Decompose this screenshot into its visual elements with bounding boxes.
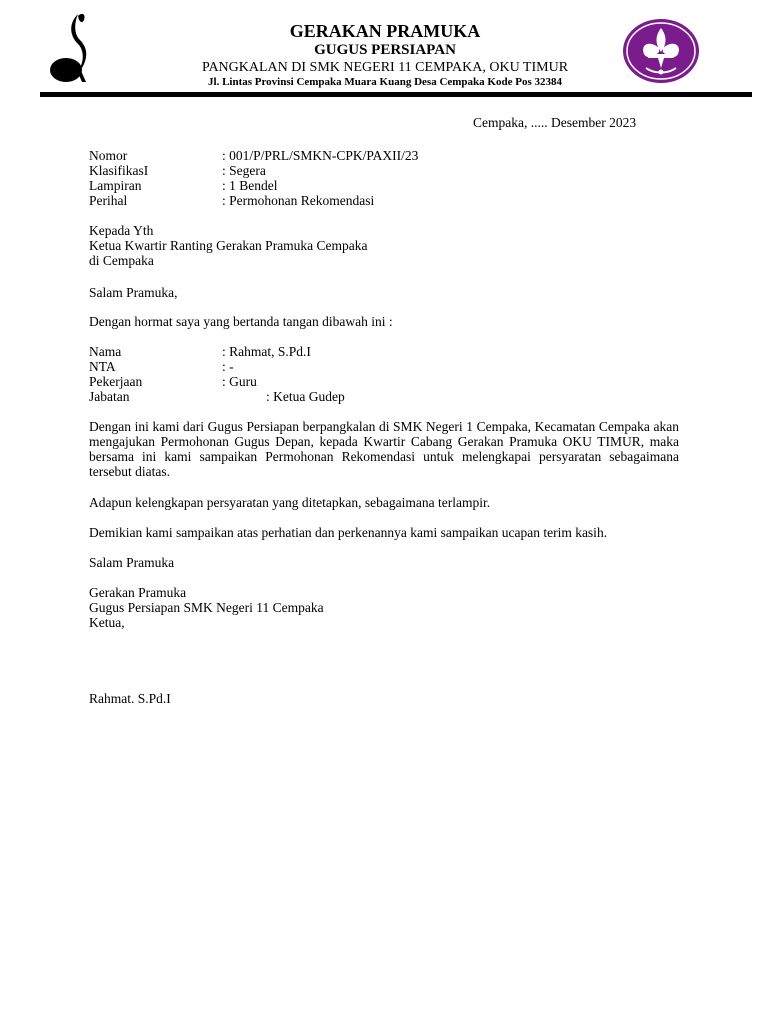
signer-value: : Rahmat, S.Pd.I [222,344,311,359]
signature-org: Gerakan Pramuka [89,585,187,600]
signer-row [89,344,679,359]
meta-label: Lampiran [89,178,142,193]
signer-row [89,389,679,404]
meta-label: Perihal [89,193,128,208]
signer-value: : - [222,359,234,374]
meta-row [89,178,679,193]
meta-label: Nomor [89,148,128,163]
signer-label: Jabatan [89,389,130,404]
base-name: PANGKALAN DI SMK NEGERI 11 CEMPAKA, OKU TIMUR [201,60,569,75]
signer-value: : Guru [222,374,257,389]
tunas-kelapa-logo-icon [48,10,92,86]
letter-meta [89,148,679,208]
signer-row [89,359,679,374]
recipient-line: Ketua Kwartir Ranting Gerakan Pramuka Cempaka [89,238,368,253]
body-paragraph-1: Dengan ini kami dari Gugus Persiapan berpangkalan di SMK Negeri 1 Cempaka, Kecamatan Cempaka akan mengajukan Permohonan Gugus Depan, kepada Kwartir Cabang Gerakan Pramuka OKU TIMUR, maka bersama ini kami sampaikan Permohonan Rekomendasi untuk melengkapai persyaratan sebagaimana tersebut diatas. [89,419,679,479]
meta-value: : Segera [222,163,266,178]
meta-label: KlasifikasI [89,163,149,178]
meta-row [89,148,679,163]
signer-row [89,374,679,389]
greeting: Salam Pramuka, [89,285,178,300]
recipient-line: di Cempaka [89,253,154,268]
signature-role: Ketua, [89,615,125,630]
meta-row [89,163,679,178]
header-divider [40,92,752,97]
signature-name: Rahmat. S.Pd.I [89,691,171,706]
signer-details [89,344,679,404]
scout-fleur-de-lis-emblem-icon [622,18,700,84]
recipient-line: Kepada Yth [89,223,154,238]
closing: Salam Pramuka [89,555,175,570]
unit-name: GUGUS PERSIAPAN [314,42,456,58]
letterhead [0,0,768,100]
signature-unit: Gugus Persiapan SMK Negeri 11 Cempaka [89,600,324,615]
intro-paragraph: Dengan hormat saya yang bertanda tangan dibawah ini : [89,314,393,329]
body-paragraph-3: Demikian kami sampaikan atas perhatian dan perkenannya kami sampaikan ucapan terim kasih. [89,525,608,540]
letterhead-text [160,20,610,89]
meta-value: : Permohonan Rekomendasi [222,193,375,208]
signer-value: : Ketua Gudep [266,389,345,404]
meta-row [89,193,679,208]
letter-date: Cempaka, ..... Desember 2023 [473,115,637,130]
org-name: GERAKAN PRAMUKA [289,21,481,41]
signer-label: Pekerjaan [89,374,143,389]
body-paragraph-2: Adapun kelengkapan persyaratan yang ditetapkan, sebagaimana terlampir. [89,495,491,510]
signer-label: NTA [89,359,116,374]
meta-value: : 1 Bendel [222,178,278,193]
signature-block [89,585,679,630]
signer-label: Nama [89,344,122,359]
meta-value: : 001/P/PRL/SMKN-CPK/PAXII/23 [222,148,419,163]
recipient-block [89,223,679,268]
address: Jl. Lintas Provinsi Cempaka Muara Kuang Desa Cempaka Kode Pos 32384 [208,76,562,88]
